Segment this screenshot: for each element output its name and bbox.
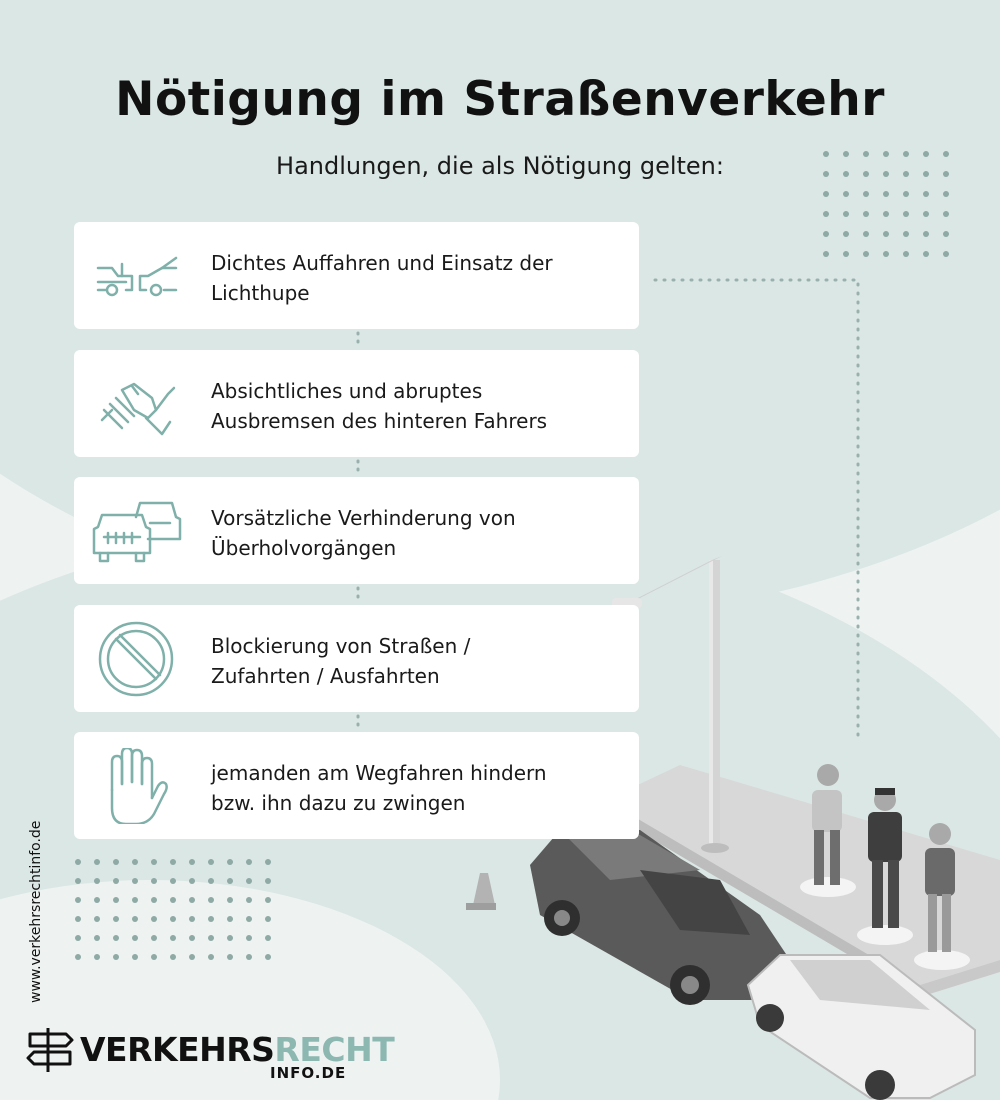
item-text bbox=[211, 758, 621, 818]
decorative-dot bbox=[151, 935, 157, 941]
decorative-dot bbox=[94, 916, 100, 922]
decorative-dot bbox=[170, 878, 176, 884]
item-text bbox=[211, 248, 621, 308]
signpost-icon bbox=[22, 1026, 78, 1074]
decorative-dot bbox=[189, 916, 195, 922]
decorative-dot bbox=[170, 897, 176, 903]
decorative-dot bbox=[94, 878, 100, 884]
decorative-dot bbox=[151, 878, 157, 884]
logo-part1: VERKEHRS bbox=[80, 1030, 275, 1069]
decorative-dot bbox=[132, 954, 138, 960]
decorative-dot bbox=[113, 878, 119, 884]
decorative-dot bbox=[151, 859, 157, 865]
decorative-dot bbox=[823, 231, 829, 237]
decorative-dot bbox=[823, 191, 829, 197]
list-item bbox=[74, 732, 639, 839]
decorative-dot bbox=[208, 897, 214, 903]
decorative-dot bbox=[113, 859, 119, 865]
decorative-dot bbox=[943, 191, 949, 197]
decorative-dot bbox=[75, 916, 81, 922]
decorative-dot bbox=[923, 251, 929, 257]
decorative-dot bbox=[132, 916, 138, 922]
decorative-dot bbox=[883, 191, 889, 197]
decorative-dot bbox=[883, 211, 889, 217]
list-item bbox=[74, 605, 639, 712]
decorative-dot bbox=[189, 935, 195, 941]
decorative-dot bbox=[265, 878, 271, 884]
decorative-dot bbox=[132, 897, 138, 903]
page-subtitle: Handlungen, die als Nötigung gelten: bbox=[276, 152, 724, 180]
decorative-dot bbox=[94, 954, 100, 960]
item-text-line2: Lichthupe bbox=[211, 281, 310, 305]
decorative-dot bbox=[923, 211, 929, 217]
decorative-dot bbox=[246, 878, 252, 884]
page-title: Nötigung im Straßenverkehr bbox=[115, 72, 885, 127]
decorative-dot bbox=[943, 231, 949, 237]
item-text-line1: jemanden am Wegfahren hindern bbox=[211, 761, 547, 785]
decorative-dot bbox=[903, 251, 909, 257]
decorative-dot bbox=[170, 954, 176, 960]
no-entry-icon bbox=[92, 621, 182, 697]
decorative-dot bbox=[823, 211, 829, 217]
website-url: www.verkehrsrechtinfo.de bbox=[28, 820, 44, 1003]
decorative-dot bbox=[903, 231, 909, 237]
decorative-dot bbox=[863, 211, 869, 217]
decorative-dot bbox=[113, 897, 119, 903]
decorative-dot bbox=[923, 191, 929, 197]
decorative-dot bbox=[843, 231, 849, 237]
decorative-dot bbox=[113, 916, 119, 922]
decorative-dot bbox=[170, 916, 176, 922]
decorative-dot bbox=[132, 935, 138, 941]
brake-pedal-icon bbox=[92, 366, 182, 442]
logo-part2: RECHT bbox=[274, 1030, 395, 1069]
decorative-dot bbox=[189, 859, 195, 865]
decorative-dot bbox=[265, 916, 271, 922]
decorative-dot bbox=[903, 191, 909, 197]
decorative-dot bbox=[863, 191, 869, 197]
logo-subtext: INFO.DE bbox=[270, 1064, 347, 1082]
decorative-dot bbox=[227, 897, 233, 903]
decorative-dot bbox=[132, 878, 138, 884]
decorative-dot bbox=[208, 916, 214, 922]
decorative-dot bbox=[246, 954, 252, 960]
decorative-dot bbox=[75, 859, 81, 865]
decorative-dot bbox=[227, 916, 233, 922]
decorative-dot bbox=[246, 897, 252, 903]
decorative-dot bbox=[943, 211, 949, 217]
dot-grid-bottom-left bbox=[75, 859, 271, 960]
decorative-dot bbox=[227, 859, 233, 865]
decorative-dot bbox=[94, 935, 100, 941]
decorative-dot bbox=[227, 954, 233, 960]
item-text-line2: bzw. ihn dazu zu zwingen bbox=[211, 791, 466, 815]
decorative-dot bbox=[189, 954, 195, 960]
decorative-dot bbox=[903, 211, 909, 217]
decorative-dot bbox=[246, 935, 252, 941]
list-item bbox=[74, 477, 639, 584]
decorative-dot bbox=[189, 897, 195, 903]
decorative-dot bbox=[94, 859, 100, 865]
decorative-dot bbox=[113, 935, 119, 941]
decorative-dot bbox=[227, 935, 233, 941]
decorative-dot bbox=[265, 897, 271, 903]
decorative-dot bbox=[883, 251, 889, 257]
decorative-dot bbox=[863, 251, 869, 257]
decorative-dot bbox=[151, 954, 157, 960]
decorative-dot bbox=[132, 859, 138, 865]
decorative-dot bbox=[246, 916, 252, 922]
decorative-dot bbox=[265, 954, 271, 960]
traffic-cone-illustration bbox=[466, 873, 496, 910]
decorative-dot bbox=[208, 935, 214, 941]
decorative-dot bbox=[843, 251, 849, 257]
decorative-dot bbox=[843, 191, 849, 197]
decorative-dot bbox=[75, 897, 81, 903]
decorative-dot bbox=[170, 935, 176, 941]
decorative-dot bbox=[843, 211, 849, 217]
stop-hand-icon bbox=[92, 748, 182, 824]
two-cars-icon bbox=[92, 493, 182, 569]
item-text-line1: Absichtliches und abruptes bbox=[211, 379, 483, 403]
logo-wordmark bbox=[80, 1030, 394, 1069]
decorative-dot bbox=[75, 935, 81, 941]
item-text bbox=[211, 376, 621, 436]
decorative-dot bbox=[923, 231, 929, 237]
item-text bbox=[211, 631, 621, 691]
item-text-line2: Zufahrten / Ausfahrten bbox=[211, 664, 440, 688]
decorative-dot bbox=[75, 954, 81, 960]
decorative-dot bbox=[883, 231, 889, 237]
decorative-dot bbox=[863, 231, 869, 237]
item-text-line1: Vorsätzliche Verhinderung von bbox=[211, 506, 516, 530]
decorative-dot bbox=[265, 859, 271, 865]
decorative-dot bbox=[189, 878, 195, 884]
tailgating-cars-icon bbox=[92, 238, 182, 314]
item-text bbox=[211, 503, 621, 563]
item-text-line1: Blockierung von Straßen / bbox=[211, 634, 471, 658]
decorative-dot bbox=[151, 916, 157, 922]
item-text-line2: Ausbremsen des hinteren Fahrers bbox=[211, 409, 548, 433]
decorative-dot bbox=[208, 859, 214, 865]
decorative-dot bbox=[113, 954, 119, 960]
decorative-dot bbox=[823, 251, 829, 257]
decorative-dot bbox=[246, 859, 252, 865]
dotted-connector-line bbox=[655, 280, 858, 735]
list-item bbox=[74, 350, 639, 457]
list-item bbox=[74, 222, 639, 329]
decorative-dot bbox=[208, 954, 214, 960]
decorative-dot bbox=[94, 897, 100, 903]
decorative-dot bbox=[208, 878, 214, 884]
item-text-line1: Dichtes Auffahren und Einsatz der bbox=[211, 251, 553, 275]
decorative-dot bbox=[265, 935, 271, 941]
decorative-dot bbox=[227, 878, 233, 884]
item-text-line2: Überholvorgängen bbox=[211, 536, 397, 560]
decorative-dot bbox=[170, 859, 176, 865]
decorative-dot bbox=[75, 878, 81, 884]
decorative-dot bbox=[151, 897, 157, 903]
decorative-dot bbox=[943, 251, 949, 257]
